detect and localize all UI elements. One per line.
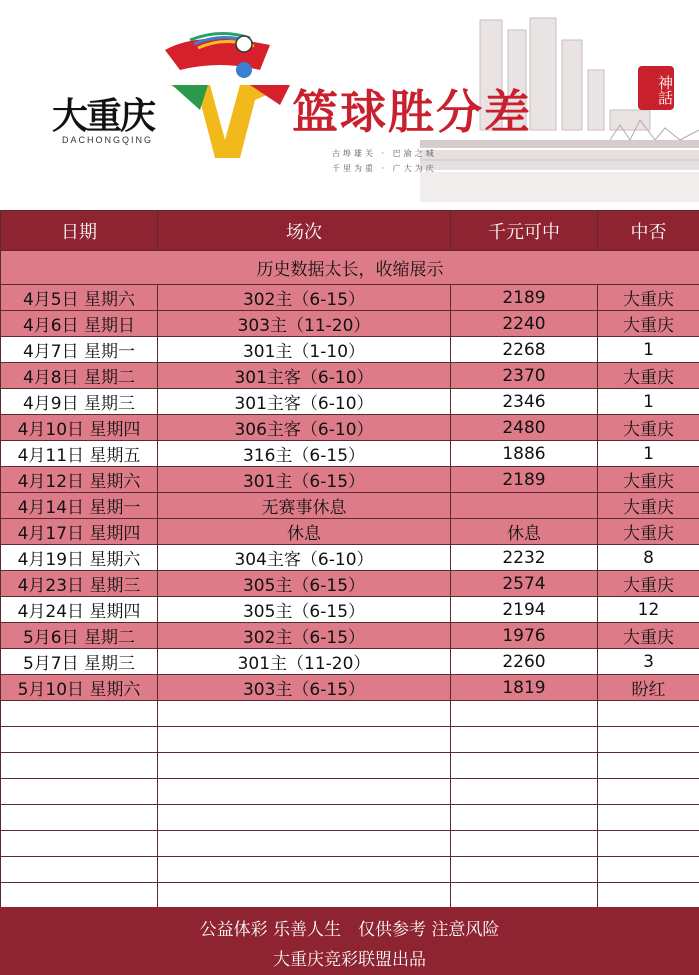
match-cell: 306主客（6-10） [158, 415, 451, 441]
result-cell: 大重庆 [598, 571, 699, 597]
header-result: 中否 [598, 211, 699, 251]
empty-cell [158, 831, 451, 857]
empty-cell [451, 805, 598, 831]
match-cell: 休息 [158, 519, 451, 545]
date-cell: 4月9日 星期三 [1, 389, 158, 415]
result-cell: 3 [598, 649, 699, 675]
date-cell: 5月6日 星期二 [1, 623, 158, 649]
match-cell: 无赛事休息 [158, 493, 451, 519]
empty-cell [158, 753, 451, 779]
match-cell: 305主（6-15） [158, 597, 451, 623]
amount-cell: 2189 [451, 467, 598, 493]
result-cell: 大重庆 [598, 311, 699, 337]
result-cell: 1 [598, 389, 699, 415]
table-row [1, 415, 699, 441]
empty-cell [451, 753, 598, 779]
table-row [1, 649, 699, 675]
date-cell: 4月24日 星期四 [1, 597, 158, 623]
date-cell: 4月5日 星期六 [1, 285, 158, 311]
match-cell: 301主客（6-10） [158, 363, 451, 389]
empty-cell [158, 883, 451, 909]
table-row [1, 493, 699, 519]
empty-row [1, 779, 699, 805]
table-row [1, 545, 699, 571]
table-row [1, 337, 699, 363]
empty-cell [158, 779, 451, 805]
amount-cell: 2480 [451, 415, 598, 441]
empty-cell [158, 727, 451, 753]
empty-cell [598, 753, 699, 779]
amount-cell: 2194 [451, 597, 598, 623]
result-cell: 大重庆 [598, 467, 699, 493]
empty-cell [451, 831, 598, 857]
date-cell: 4月12日 星期六 [1, 467, 158, 493]
match-cell: 302主（6-15） [158, 623, 451, 649]
results-table [0, 210, 699, 909]
empty-row [1, 857, 699, 883]
table-row [1, 285, 699, 311]
table-row [1, 571, 699, 597]
table-row [1, 675, 699, 701]
empty-cell [451, 857, 598, 883]
result-cell: 8 [598, 545, 699, 571]
result-cell: 大重庆 [598, 363, 699, 389]
date-cell: 4月14日 星期一 [1, 493, 158, 519]
amount-cell: 2346 [451, 389, 598, 415]
date-cell: 4月19日 星期六 [1, 545, 158, 571]
amount-cell: 1886 [451, 441, 598, 467]
date-cell: 5月10日 星期六 [1, 675, 158, 701]
date-cell: 4月8日 星期二 [1, 363, 158, 389]
result-cell: 大重庆 [598, 493, 699, 519]
empty-cell [598, 701, 699, 727]
footer-banner [0, 907, 699, 975]
date-cell: 4月11日 星期五 [1, 441, 158, 467]
table-row [1, 597, 699, 623]
empty-cell [451, 727, 598, 753]
brand-logo-text: 大重庆 [52, 95, 155, 137]
table-row [1, 467, 699, 493]
footer-credit: 大重庆竞彩联盟出品 [273, 950, 426, 970]
result-cell: 12 [598, 597, 699, 623]
match-cell: 301主客（6-10） [158, 389, 451, 415]
collapsed-history-note[interactable]: 历史数据太长，收缩展示 [1, 251, 699, 285]
empty-cell [158, 857, 451, 883]
table-row [1, 311, 699, 337]
amount-cell: 2240 [451, 311, 598, 337]
empty-row [1, 831, 699, 857]
empty-cell [598, 805, 699, 831]
date-cell: 4月23日 星期三 [1, 571, 158, 597]
match-cell: 301主（11-20） [158, 649, 451, 675]
amount-cell: 休息 [451, 519, 598, 545]
table-row [1, 389, 699, 415]
match-cell: 301主（6-15） [158, 467, 451, 493]
match-cell: 303主（11-20） [158, 311, 451, 337]
amount-cell: 1819 [451, 675, 598, 701]
match-cell: 305主（6-15） [158, 571, 451, 597]
empty-cell [1, 805, 158, 831]
match-cell: 303主（6-15） [158, 675, 451, 701]
empty-row [1, 753, 699, 779]
table-row [1, 363, 699, 389]
result-cell: 1 [598, 441, 699, 467]
table-row [1, 519, 699, 545]
empty-cell [451, 779, 598, 805]
empty-row [1, 727, 699, 753]
empty-cell [598, 779, 699, 805]
match-cell: 304主客（6-10） [158, 545, 451, 571]
amount-cell: 2370 [451, 363, 598, 389]
amount-cell: 2232 [451, 545, 598, 571]
empty-cell [1, 883, 158, 909]
table-row [1, 441, 699, 467]
result-cell: 1 [598, 337, 699, 363]
amount-cell: 2260 [451, 649, 598, 675]
amount-cell: 1976 [451, 623, 598, 649]
banner-slogan-line1: 古埠雄关 · 巴渝之城 [332, 149, 437, 158]
collapsed-history-note-row[interactable] [1, 251, 699, 285]
table-row [1, 623, 699, 649]
match-cell: 316主（6-15） [158, 441, 451, 467]
seal-stamp: 神話 [638, 66, 674, 110]
result-cell: 盼红 [598, 675, 699, 701]
match-cell: 302主（6-15） [158, 285, 451, 311]
empty-cell [598, 883, 699, 909]
empty-cell [1, 701, 158, 727]
empty-row [1, 805, 699, 831]
empty-cell [158, 805, 451, 831]
amount-cell: 2268 [451, 337, 598, 363]
empty-cell [598, 831, 699, 857]
footer-disclaimer: 公益体彩 乐善人生 仅供参考 注意风险 [199, 920, 500, 940]
empty-cell [1, 727, 158, 753]
header-date: 日期 [1, 211, 158, 251]
empty-cell [1, 779, 158, 805]
empty-cell [1, 753, 158, 779]
result-cell: 大重庆 [598, 415, 699, 441]
table-header-row [1, 211, 699, 251]
result-cell: 大重庆 [598, 519, 699, 545]
banner-title: 篮球胜分差 [292, 85, 532, 139]
empty-cell [451, 883, 598, 909]
date-cell: 4月7日 星期一 [1, 337, 158, 363]
empty-cell [598, 727, 699, 753]
empty-row [1, 883, 699, 909]
banner-slogan-line2: 千里为重 · 广大为庆 [332, 164, 437, 173]
match-cell: 301主（1-10） [158, 337, 451, 363]
date-cell: 4月6日 星期日 [1, 311, 158, 337]
amount-cell: 2189 [451, 285, 598, 311]
amount-cell [451, 493, 598, 519]
brand-pinyin: DACHONGQING [62, 135, 154, 145]
header-banner [0, 0, 699, 210]
date-cell: 4月10日 星期四 [1, 415, 158, 441]
empty-cell [598, 857, 699, 883]
empty-cell [1, 857, 158, 883]
empty-row [1, 701, 699, 727]
result-cell: 大重庆 [598, 285, 699, 311]
header-match: 场次 [158, 211, 451, 251]
date-cell: 5月7日 星期三 [1, 649, 158, 675]
empty-cell [1, 831, 158, 857]
date-cell: 4月17日 星期四 [1, 519, 158, 545]
emblem-logo [160, 30, 295, 160]
empty-cell [451, 701, 598, 727]
empty-cell [158, 701, 451, 727]
amount-cell: 2574 [451, 571, 598, 597]
result-cell: 大重庆 [598, 623, 699, 649]
header-amount: 千元可中 [451, 211, 598, 251]
